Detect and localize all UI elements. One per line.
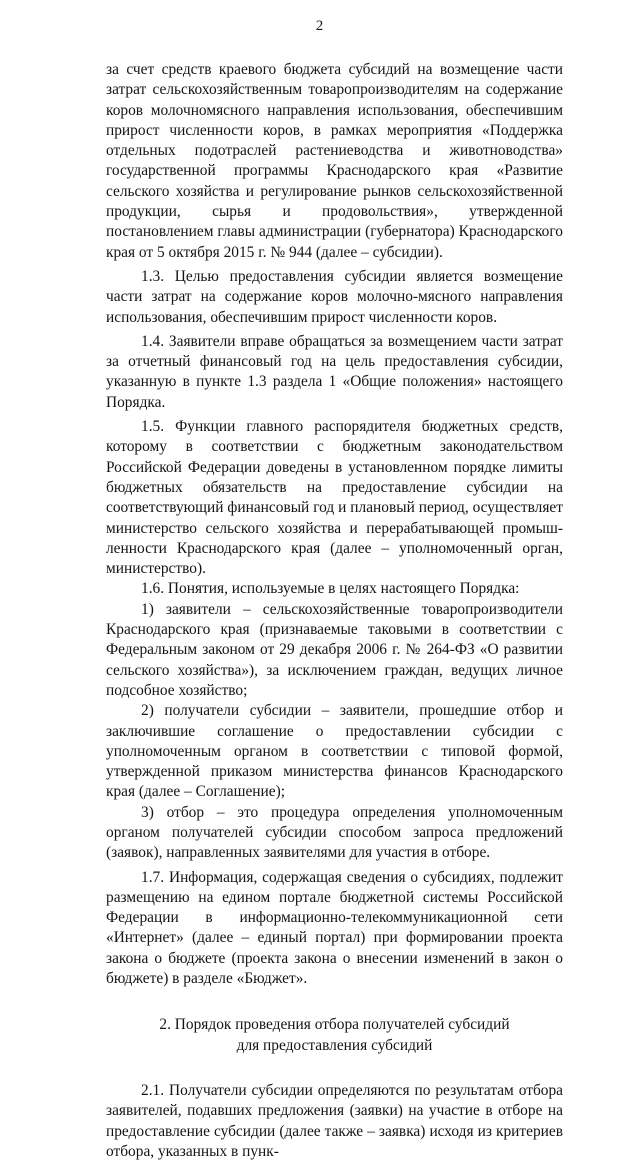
section-heading-line-2: для предоставления субсидий <box>236 1036 433 1054</box>
paragraph-1-7: 1.7. Информация, содержащая сведения о субсидиях, подлежит размещению на едином портале бюджетной системы Российской Федерации в информационно-телекоммуникационной сети «Интернет» (далее – единый портал) при формировании проекта закона о бюджете (проекта закона о внесении изменений в закон о бюджете) в разделе «Бюджет». <box>106 868 563 988</box>
paragraph-2-1: 2.1. Получатели субсидии определяются по результатам отбора заявителей, подавших предложения (заявки) на участие в отборе на предоставление субсидии (далее также – заявка) исходя из критериев отбора, указанных в пунк- <box>106 1081 563 1160</box>
paragraph-1-6-item-3: 3) отбор – это процедура определения уполномоченным органом получателей субсидии способом запроса предложений (заявок), направленных заявителями для участия в отборе. <box>106 803 563 862</box>
section-heading-line-1: 2. Порядок проведения отбора получателей субсидий <box>159 1016 510 1034</box>
paragraph-1-6: 1.6. Понятия, используемые в целях настоящего Порядка: <box>141 580 520 598</box>
paragraph-1-4: 1.4. Заявители вправе обращаться за возмещением части затрат за отчетный финансовый год на цель предоставления субсидии, указанную в пункте 1.3 раздела 1 «Общие положения» настоящего Порядка. <box>106 332 563 411</box>
paragraph-1-6-item-2: 2) получатели субсидии – заявители, прошедшие отбор и заключившие соглашение о предоставлении субсидии с уполномоченным органом в соответствии с типовой формой, утвержденной приказом министерства финансов Краснодарского края (далее – Соглашение); <box>106 702 563 801</box>
page-number: 2 <box>315 18 324 34</box>
paragraph-1-3: 1.3. Целью предоставления субсидии является возмещение части затрат на содержание коров молочно-мясного направления использования, обеспечившим прирост численности коров. <box>106 267 563 326</box>
paragraph-subsidy-definition: за счет средств краевого бюджета субсидий на возмещение части затрат сельскохозяйственным товаропроизводителям на содержание коров молочномясного направления использования, обеспечившим прирост численности коров, в рамках мероприятия «Поддержка отдельных подотраслей растениеводства и животноводства» государственной программы Краснодарского края «Развитие сельского хозяйства и регулирование рынков сельскохозяйственной продукции, сырья и продовольствия», утвержденной постановлением главы администрации (губернатора) Краснодарского края от 5 октября 2015 г. № 944 (далее – субсидии). <box>106 61 563 261</box>
paragraph-1-6-item-1: 1) заявители – сельскохозяйственные товаропроизводители Краснодарского края (признаваемые таковыми в соответствии с Федеральным законом от 29 декабря 2006 г. № 264-ФЗ «О развитии сельского хозяйства»), за исключением граждан, ведущих личное подсобное хозяйство; <box>106 600 563 699</box>
body-text <box>106 60 563 1162</box>
paragraph-1-5: 1.5. Функции главного распорядителя бюджетных средств, которому в соответствии с бюджетным законодательством Российской Федерации доведены в установленном порядке лимиты бюджетных обязательств на предоставление субсидии на соответствующий финансовый год и плановый период, осуществляет министерство сельского хозяйства и перерабатывающей промышленности Краснодарского края (далее – уполномоченный орган, министерство). <box>106 418 563 578</box>
section-heading <box>106 1015 563 1056</box>
